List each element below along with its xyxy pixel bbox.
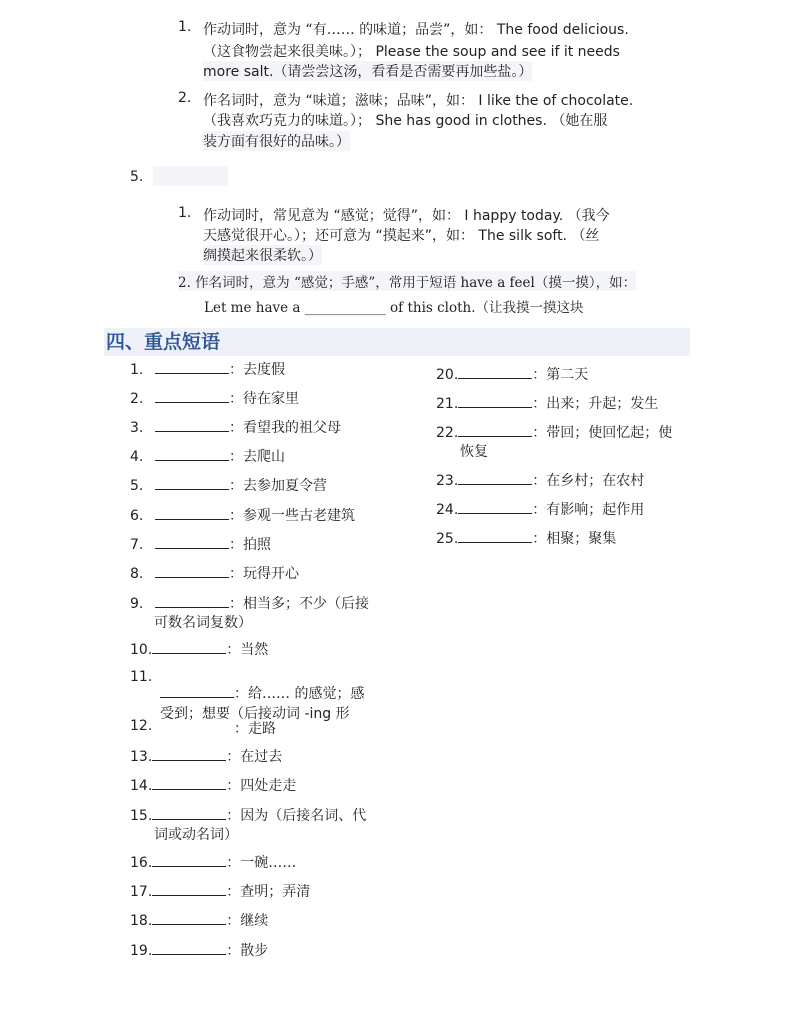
phrase-item <box>130 639 268 659</box>
answer-blank[interactable] <box>155 389 229 403</box>
phrase-item <box>130 805 366 825</box>
phrase-item <box>130 852 296 872</box>
item-num: 2. <box>178 90 192 106</box>
item-text: 作名词时，意为 “味道；滋味；品味”，如： I like the of chocolate. <box>203 93 634 109</box>
phrase-meaning: ：因为（后接名词、代 <box>226 808 367 824</box>
phrase-number: 15. <box>130 808 153 824</box>
phrase-item <box>436 393 658 413</box>
answer-blank[interactable] <box>152 911 226 925</box>
answer-blank[interactable] <box>458 471 532 485</box>
phrase-number: 22. <box>436 425 459 441</box>
phrase-meaning: ：第二天 <box>532 367 589 383</box>
phrase-number: 19. <box>130 943 153 959</box>
phrase-item <box>436 422 672 442</box>
item-text: 绸摸起来很柔软。） <box>203 245 322 265</box>
phrase-item <box>130 388 299 408</box>
phrase-meaning: ：去度假 <box>229 362 285 378</box>
phrase-meaning: ：查明；弄清 <box>226 884 311 900</box>
answer-blank[interactable] <box>160 684 234 698</box>
item-text: 2. 作名词时，意为 “感觉；手感”，常用于短语 have a feel（摸一摸），如： <box>178 271 636 291</box>
phrase-number: 18. <box>130 913 153 929</box>
phrase-meaning: ：散步 <box>226 943 269 959</box>
phrase-number: 1. <box>130 362 144 378</box>
phrase-item <box>130 775 296 795</box>
phrase-meaning: ：参观一些古老建筑 <box>229 508 355 524</box>
phrase-meaning: ：当然 <box>226 642 269 658</box>
phrase-meaning: ：出来；升起；发生 <box>532 396 659 412</box>
phrase-number: 5. <box>130 478 144 494</box>
phrase-item <box>130 563 299 583</box>
answer-blank[interactable] <box>152 776 226 790</box>
phrase-number: 9. <box>130 596 144 612</box>
phrase-meaning-continued: 词或动名词） <box>154 827 238 843</box>
phrase-number: 17. <box>130 884 153 900</box>
phrase-item <box>130 359 285 379</box>
phrase-number: 3. <box>130 420 144 436</box>
blank-highlight <box>153 166 228 186</box>
answer-blank[interactable] <box>155 418 229 432</box>
phrase-number: 10. <box>130 642 153 658</box>
answer-blank[interactable] <box>155 594 229 608</box>
answer-blank[interactable] <box>458 365 532 379</box>
phrase-number: 2. <box>130 391 144 407</box>
phrase-meaning: ：有影响；起作用 <box>532 502 645 518</box>
answer-blank[interactable] <box>155 535 229 549</box>
phrase-item <box>436 364 588 384</box>
phrase-number: 13. <box>130 749 153 765</box>
phrase-number: 4. <box>130 449 144 465</box>
phrase-number: 25. <box>436 531 459 547</box>
answer-blank[interactable] <box>152 640 226 654</box>
item-text: （我喜欢巧克力的味道。）； She has good in clothes. （她在服 <box>203 113 608 129</box>
phrase-number: 14. <box>130 778 153 794</box>
phrase-number: 6. <box>130 508 144 524</box>
answer-blank[interactable] <box>152 747 226 761</box>
phrase-number: 12. <box>130 718 153 734</box>
phrase-meaning-continued: 恢复 <box>460 444 488 460</box>
phrase-meaning: ：在乡村；在农村 <box>532 473 645 489</box>
phrase-meaning: ：去参加夏令营 <box>229 478 327 494</box>
phrase-item <box>130 593 369 613</box>
answer-blank[interactable] <box>458 529 532 543</box>
phrase-item <box>130 417 341 437</box>
phrase-meaning: ：去爬山 <box>229 449 285 465</box>
phrase-item <box>130 446 285 466</box>
item-text: 作动词时，意为 “有…… 的味道；品尝”，如： The food delicious. <box>203 22 629 38</box>
phrase-item <box>130 475 327 495</box>
phrase-number: 20. <box>436 367 459 383</box>
item-text: 装方面有很好的品味。） <box>203 131 350 151</box>
answer-blank[interactable] <box>458 500 532 514</box>
phrase-item <box>130 505 355 525</box>
phrase-item <box>130 534 271 554</box>
phrase-number: 16. <box>130 855 153 871</box>
phrase-number: 11. <box>130 669 153 685</box>
clipped-line <box>160 703 390 722</box>
answer-blank[interactable] <box>152 882 226 896</box>
phrase-meaning: ：拍照 <box>229 537 271 553</box>
answer-blank[interactable] <box>458 394 532 408</box>
item-text: Let me have a ____________ of this cloth.（让我摸一摸这块 <box>204 300 584 316</box>
item-num: 5. <box>130 169 144 185</box>
answer-blank[interactable] <box>152 853 226 867</box>
phrase-meaning: ：相当多；不少（后接 <box>229 596 369 612</box>
phrase-meaning: ：在过去 <box>226 749 283 765</box>
answer-blank[interactable] <box>152 806 226 820</box>
item-num: 1. <box>178 19 192 35</box>
item-text: 天感觉很开心。）；还可意为 “摸起来”，如： The silk soft. （丝 <box>203 228 600 244</box>
phrase-number: 23. <box>436 473 459 489</box>
item-text: （这食物尝起来很美味。）； Please the soup and see if it needs <box>203 44 620 60</box>
phrase-item <box>130 718 152 734</box>
answer-blank[interactable] <box>155 360 229 374</box>
phrase-number: 7. <box>130 537 144 553</box>
phrase-meaning: ：相聚；聚集 <box>532 531 617 547</box>
phrase-meaning: ：看望我的祖父母 <box>229 420 341 436</box>
phrase-meaning: ：一碗…… <box>226 855 297 871</box>
phrase-meaning: ：四处走走 <box>226 778 297 794</box>
phrase-item <box>130 940 268 960</box>
phrase-item <box>436 470 644 490</box>
section-heading: 四、重点短语 <box>104 328 690 356</box>
item-num: 1. <box>178 205 192 221</box>
answer-blank[interactable] <box>155 447 229 461</box>
phrase-meaning: ：给…… 的感觉；感 <box>234 686 365 702</box>
answer-blank[interactable] <box>155 476 229 490</box>
phrase-meaning: ：带回；使回忆起；使 <box>532 425 673 441</box>
phrase-meaning: ：继续 <box>226 913 269 929</box>
phrase-item <box>130 881 310 901</box>
phrase-item <box>436 499 644 519</box>
phrase-meaning: ：玩得开心 <box>229 566 299 582</box>
phrase-item <box>130 746 282 766</box>
clipped-line <box>178 296 698 316</box>
answer-blank[interactable] <box>458 423 532 437</box>
answer-blank[interactable] <box>155 506 229 520</box>
item-text: 作动词时，常见意为 “感觉；觉得”，如： I happy today. （我今 <box>203 208 610 224</box>
phrase-item <box>160 683 364 703</box>
phrase-item <box>436 528 616 548</box>
phrase-number: 21. <box>436 396 459 412</box>
clipped-line <box>228 718 308 737</box>
phrase-number: 8. <box>130 566 144 582</box>
phrase-meaning-continued: 可数名词复数） <box>154 615 252 631</box>
item-text: more salt.（请尝尝这汤，看看是否需要再加些盐。） <box>203 61 532 81</box>
answer-blank[interactable] <box>155 564 229 578</box>
phrase-meaning: ：走路 <box>234 721 276 737</box>
phrase-meaning: ：待在家里 <box>229 391 299 407</box>
phrase-number: 24. <box>436 502 459 518</box>
answer-blank[interactable] <box>152 941 226 955</box>
phrase-item <box>130 910 268 930</box>
phrase-meaning-continued: 受到；想要（后接动词 -ing 形 <box>160 706 350 722</box>
